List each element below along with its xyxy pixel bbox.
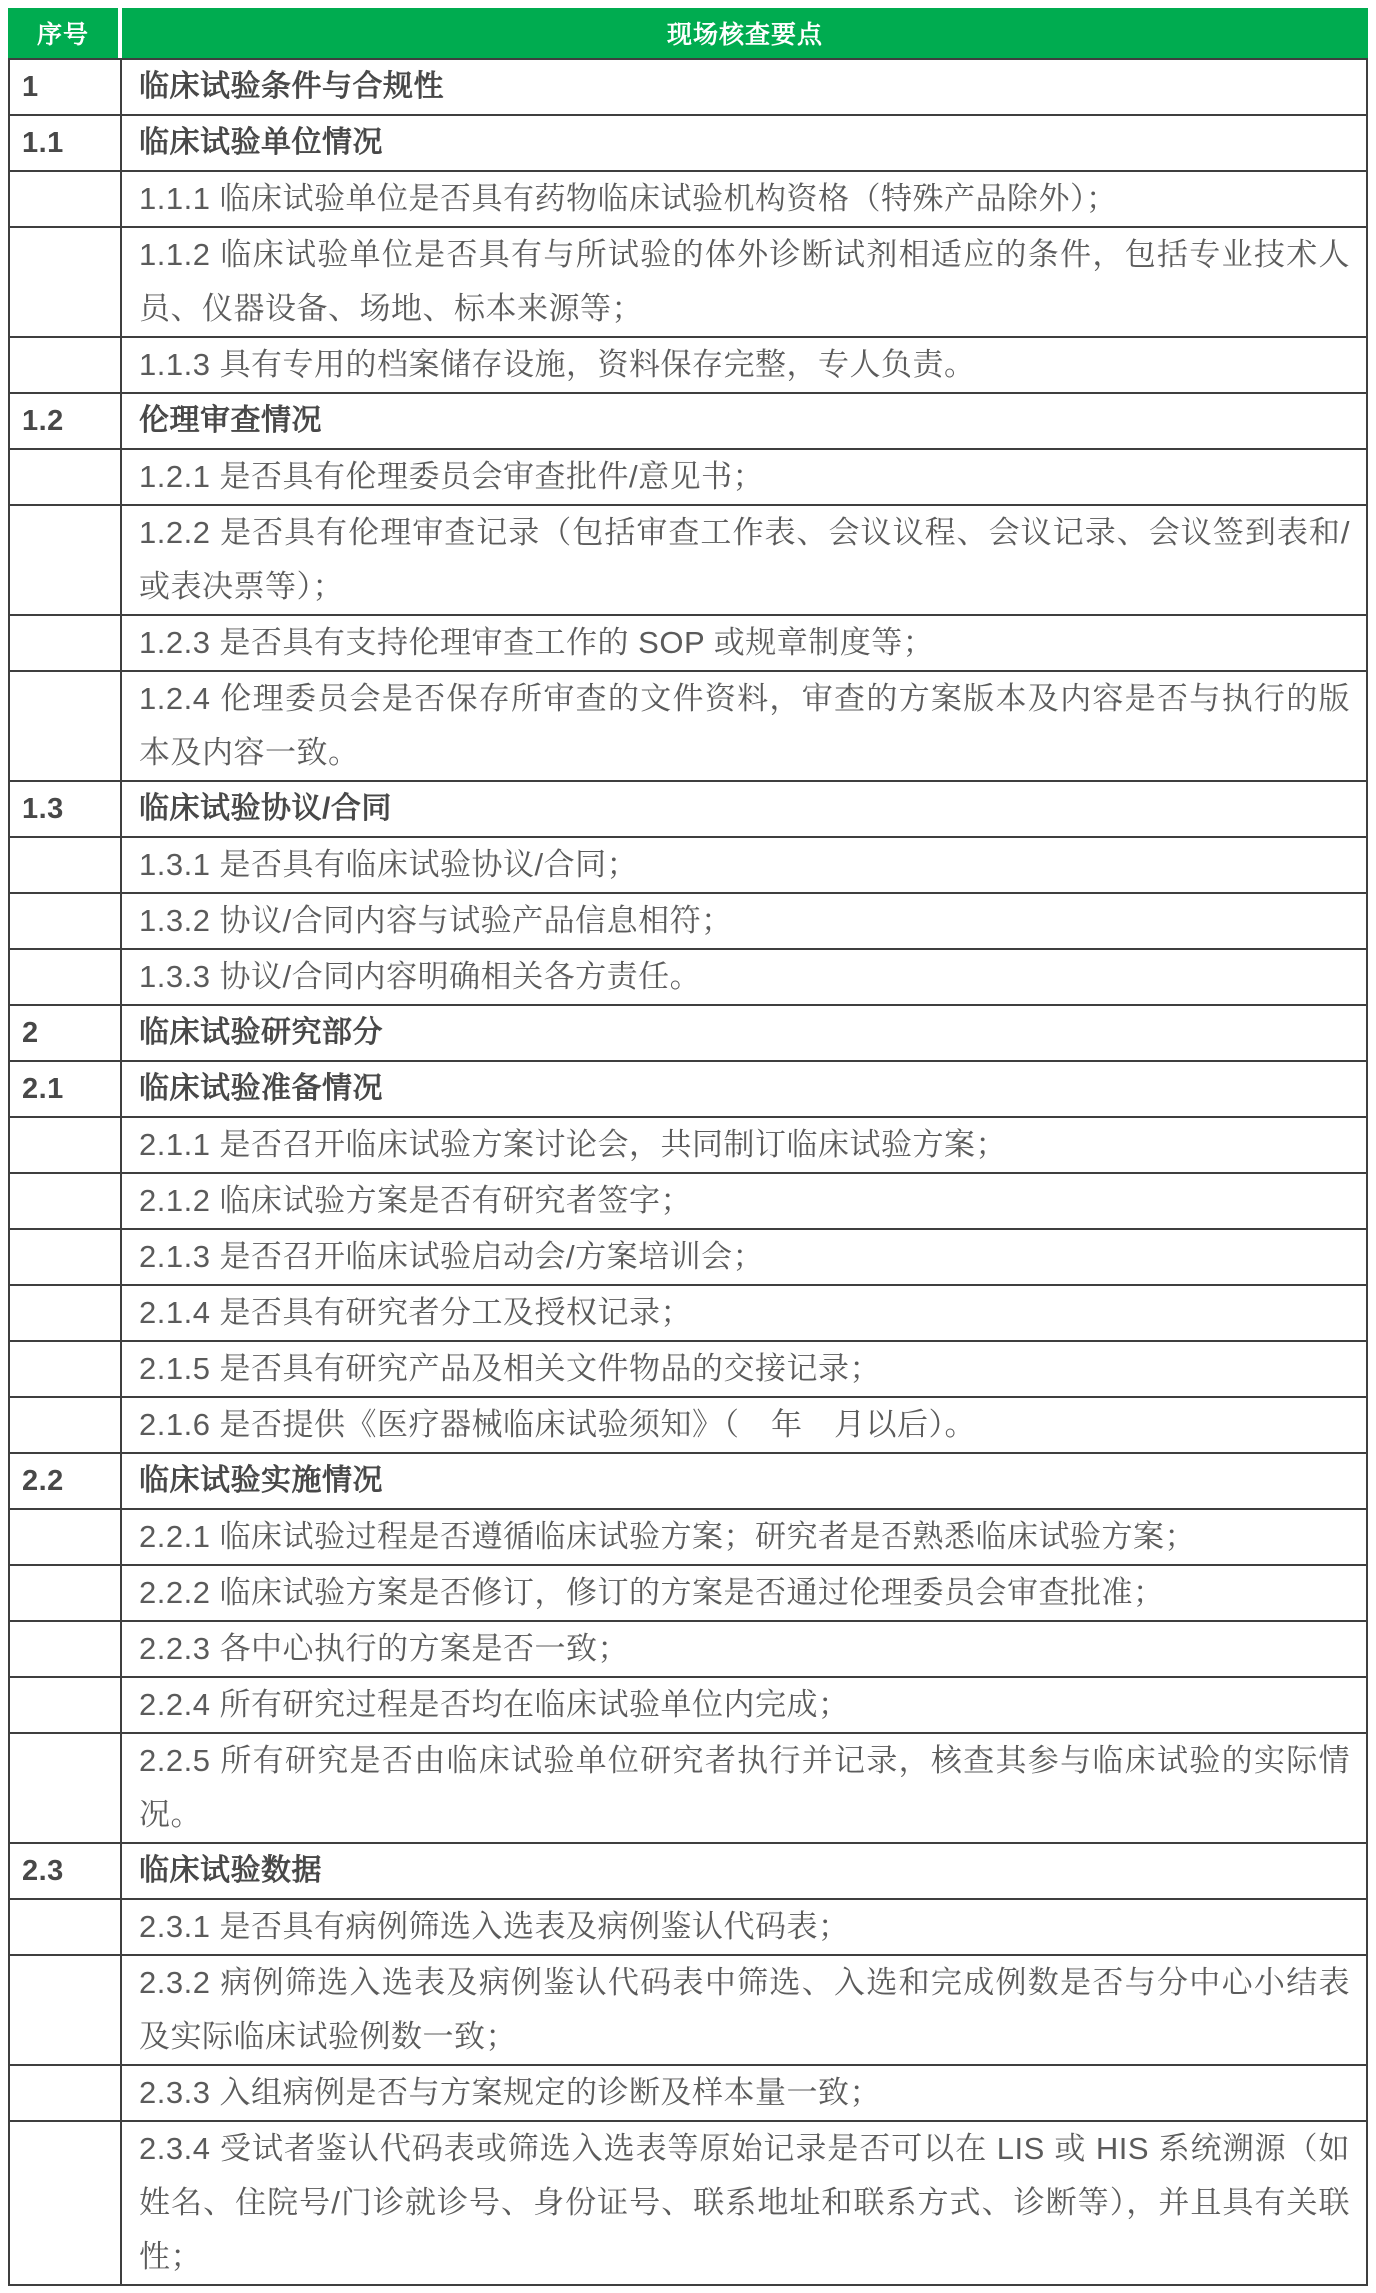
row-number-cell [8,1398,122,1454]
table-row [8,1062,1368,1118]
column-header-inspection-points: 现场核查要点 [122,8,1368,58]
table-row [8,506,1368,616]
row-content-cell: 1.2.4 伦理委员会是否保存所审查的文件资料，审查的方案版本及内容是否与执行的版本及内容一致。 [122,672,1368,782]
row-content-cell: 2.1.2 临床试验方案是否有研究者签字； [122,1174,1368,1230]
row-number-cell: 2.3 [8,1844,122,1900]
table-row [8,450,1368,506]
row-number-cell [8,172,122,228]
table-row [8,838,1368,894]
row-number-cell: 2 [8,1006,122,1062]
table-row [8,1454,1368,1510]
row-number-cell [8,950,122,1006]
table-row [8,338,1368,394]
row-content-cell: 临床试验准备情况 [122,1062,1368,1118]
table-row [8,1342,1368,1398]
row-number-cell: 1.1 [8,116,122,172]
table-row [8,616,1368,672]
table-row [8,782,1368,838]
table-row [8,1956,1368,2066]
table-body [8,58,1368,2286]
row-content-cell: 2.3.3 入组病例是否与方案规定的诊断及样本量一致； [122,2066,1368,2122]
header-row [8,8,1368,58]
row-number-cell [8,838,122,894]
row-content-cell: 2.1.3 是否召开临床试验启动会/方案培训会； [122,1230,1368,1286]
row-content-cell: 2.1.1 是否召开临床试验方案讨论会，共同制订临床试验方案； [122,1118,1368,1174]
row-number-cell: 1.2 [8,394,122,450]
row-content-cell: 2.2.3 各中心执行的方案是否一致； [122,1622,1368,1678]
column-header-serial-number: 序号 [8,8,122,58]
table-row [8,116,1368,172]
table-row [8,1398,1368,1454]
table-header [8,8,1368,58]
row-content-cell: 临床试验条件与合规性 [122,58,1368,116]
table-row [8,172,1368,228]
row-content-cell: 1.3.1 是否具有临床试验协议/合同； [122,838,1368,894]
table-row [8,1230,1368,1286]
row-number-cell [8,1566,122,1622]
row-content-cell: 2.2.4 所有研究过程是否均在临床试验单位内完成； [122,1678,1368,1734]
row-number-cell [8,1510,122,1566]
row-number-cell [8,1230,122,1286]
row-content-cell: 1.1.2 临床试验单位是否具有与所试验的体外诊断试剂相适应的条件，包括专业技术人员、仪器设备、场地、标本来源等； [122,228,1368,338]
row-content-cell: 2.2.2 临床试验方案是否修订，修订的方案是否通过伦理委员会审查批准； [122,1566,1368,1622]
row-content-cell: 2.3.1 是否具有病例筛选入选表及病例鉴认代码表； [122,1900,1368,1956]
row-content-cell: 2.1.4 是否具有研究者分工及授权记录； [122,1286,1368,1342]
row-content-cell: 1.3.2 协议/合同内容与试验产品信息相符； [122,894,1368,950]
row-content-cell: 1.3.3 协议/合同内容明确相关各方责任。 [122,950,1368,1006]
row-content-cell: 临床试验数据 [122,1844,1368,1900]
row-number-cell [8,1342,122,1398]
row-content-cell: 伦理审查情况 [122,394,1368,450]
row-number-cell [8,1900,122,1956]
table-row [8,1006,1368,1062]
table-row [8,2066,1368,2122]
row-number-cell [8,616,122,672]
table-row [8,1900,1368,1956]
table-row [8,394,1368,450]
table-row [8,1286,1368,1342]
row-number-cell [8,1734,122,1844]
row-content-cell: 1.1.3 具有专用的档案储存设施，资料保存完整，专人负责。 [122,338,1368,394]
row-number-cell [8,228,122,338]
row-content-cell: 2.3.2 病例筛选入选表及病例鉴认代码表中筛选、入选和完成例数是否与分中心小结表及实际临床试验例数一致； [122,1956,1368,2066]
table-row [8,1734,1368,1844]
row-content-cell: 临床试验协议/合同 [122,782,1368,838]
table-row [8,672,1368,782]
row-number-cell [8,1286,122,1342]
row-content-cell: 2.1.6 是否提供《医疗器械临床试验须知》（ 年 月以后）。 [122,1398,1368,1454]
row-number-cell: 1 [8,58,122,116]
row-content-cell: 2.3.4 受试者鉴认代码表或筛选入选表等原始记录是否可以在 LIS 或 HIS 系统溯源（如姓名、住院号/门诊就诊号、身份证号、联系地址和联系方式、诊断等），并且具有关联性； [122,2122,1368,2286]
table-row [8,1174,1368,1230]
row-content-cell: 1.2.2 是否具有伦理审查记录（包括审查工作表、会议议程、会议记录、会议签到表和/或表决票等）； [122,506,1368,616]
row-number-cell [8,2122,122,2286]
row-number-cell [8,1956,122,2066]
table-row [8,2122,1368,2286]
row-content-cell: 2.1.5 是否具有研究产品及相关文件物品的交接记录； [122,1342,1368,1398]
row-content-cell: 1.2.3 是否具有支持伦理审查工作的 SOP 或规章制度等； [122,616,1368,672]
row-content-cell: 1.1.1 临床试验单位是否具有药物临床试验机构资格（特殊产品除外）； [122,172,1368,228]
row-number-cell [8,506,122,616]
table-row [8,1566,1368,1622]
row-number-cell [8,450,122,506]
row-number-cell [8,1622,122,1678]
table-row [8,950,1368,1006]
table-row [8,1678,1368,1734]
row-number-cell [8,1678,122,1734]
table-row [8,1118,1368,1174]
row-number-cell [8,338,122,394]
table-row [8,228,1368,338]
inspection-checklist-table [8,8,1368,2286]
row-content-cell: 2.2.1 临床试验过程是否遵循临床试验方案；研究者是否熟悉临床试验方案； [122,1510,1368,1566]
table-row [8,1510,1368,1566]
table-row [8,58,1368,116]
row-number-cell: 2.1 [8,1062,122,1118]
row-number-cell: 2.2 [8,1454,122,1510]
row-number-cell [8,1118,122,1174]
table-row [8,1844,1368,1900]
row-number-cell [8,2066,122,2122]
row-number-cell: 1.3 [8,782,122,838]
row-content-cell: 临床试验单位情况 [122,116,1368,172]
row-content-cell: 1.2.1 是否具有伦理委员会审查批件/意见书； [122,450,1368,506]
table-row [8,894,1368,950]
row-content-cell: 临床试验实施情况 [122,1454,1368,1510]
row-number-cell [8,1174,122,1230]
row-content-cell: 2.2.5 所有研究是否由临床试验单位研究者执行并记录，核查其参与临床试验的实际情况。 [122,1734,1368,1844]
table-row [8,1622,1368,1678]
row-number-cell [8,672,122,782]
row-number-cell [8,894,122,950]
row-content-cell: 临床试验研究部分 [122,1006,1368,1062]
